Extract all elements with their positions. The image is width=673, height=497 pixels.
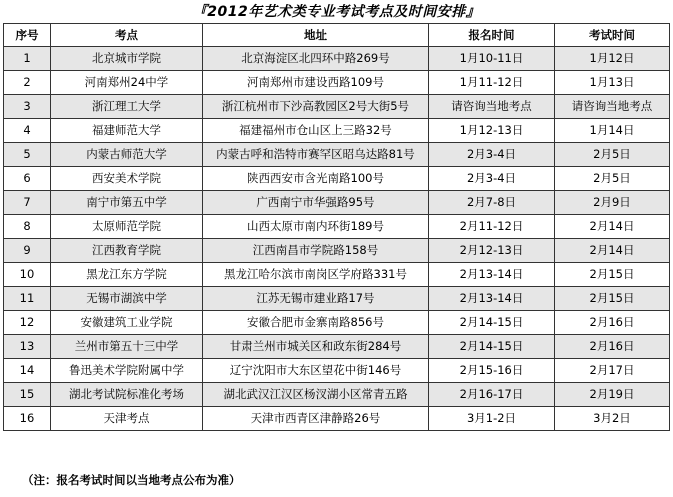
cell-site: 内蒙古师范大学 bbox=[51, 143, 203, 167]
cell-no: 10 bbox=[4, 263, 51, 287]
cell-no: 11 bbox=[4, 287, 51, 311]
cell-no: 13 bbox=[4, 335, 51, 359]
cell-exam-time: 2月16日 bbox=[555, 311, 670, 335]
table-row bbox=[4, 119, 670, 143]
cell-site: 湖北考试院标准化考场 bbox=[51, 383, 203, 407]
cell-address: 河南郑州市建设西路109号 bbox=[203, 71, 429, 95]
cell-exam-time: 2月9日 bbox=[555, 191, 670, 215]
cell-site: 无锡市湖滨中学 bbox=[51, 287, 203, 311]
cell-no: 3 bbox=[4, 95, 51, 119]
cell-no: 15 bbox=[4, 383, 51, 407]
cell-exam-time: 2月19日 bbox=[555, 383, 670, 407]
cell-no: 4 bbox=[4, 119, 51, 143]
header-exam-time: 考试时间 bbox=[555, 24, 670, 47]
cell-address: 内蒙古呼和浩特市赛罕区昭乌达路81号 bbox=[203, 143, 429, 167]
table-row bbox=[4, 407, 670, 431]
cell-exam-time: 1月13日 bbox=[555, 71, 670, 95]
cell-exam-time: 2月15日 bbox=[555, 263, 670, 287]
cell-exam-time: 1月14日 bbox=[555, 119, 670, 143]
cell-site: 北京城市学院 bbox=[51, 47, 203, 71]
cell-site: 河南郑州24中学 bbox=[51, 71, 203, 95]
cell-no: 14 bbox=[4, 359, 51, 383]
cell-address: 辽宁沈阳市大东区望花中街146号 bbox=[203, 359, 429, 383]
cell-exam-time: 1月12日 bbox=[555, 47, 670, 71]
cell-no: 16 bbox=[4, 407, 51, 431]
cell-exam-time: 2月17日 bbox=[555, 359, 670, 383]
cell-no: 5 bbox=[4, 143, 51, 167]
table-row bbox=[4, 287, 670, 311]
cell-address: 安徽合肥市金寨南路856号 bbox=[203, 311, 429, 335]
table-row bbox=[4, 359, 670, 383]
cell-site: 江西教育学院 bbox=[51, 239, 203, 263]
footnote: （注：报名考试时间以当地考点公布为准） bbox=[22, 473, 241, 487]
cell-site: 天津考点 bbox=[51, 407, 203, 431]
cell-exam-time: 2月14日 bbox=[555, 215, 670, 239]
cell-address: 江苏无锡市建业路17号 bbox=[203, 287, 429, 311]
table-row bbox=[4, 383, 670, 407]
table-row bbox=[4, 263, 670, 287]
table-row bbox=[4, 167, 670, 191]
cell-site: 西安美术学院 bbox=[51, 167, 203, 191]
cell-address: 湖北武汉江汉区杨汊湖小区常青五路 bbox=[203, 383, 429, 407]
cell-site: 太原师范学院 bbox=[51, 215, 203, 239]
cell-exam-time: 2月15日 bbox=[555, 287, 670, 311]
cell-site: 黑龙江东方学院 bbox=[51, 263, 203, 287]
cell-no: 2 bbox=[4, 71, 51, 95]
cell-site: 福建师范大学 bbox=[51, 119, 203, 143]
exam-schedule-table bbox=[3, 23, 670, 431]
cell-reg-time: 1月11-12日 bbox=[429, 71, 555, 95]
cell-site: 南宁市第五中学 bbox=[51, 191, 203, 215]
cell-no: 6 bbox=[4, 167, 51, 191]
cell-reg-time: 2月14-15日 bbox=[429, 335, 555, 359]
cell-address: 天津市西青区津静路26号 bbox=[203, 407, 429, 431]
table-row bbox=[4, 191, 670, 215]
cell-address: 北京海淀区北四环中路269号 bbox=[203, 47, 429, 71]
header-address: 地址 bbox=[203, 24, 429, 47]
cell-exam-time: 3月2日 bbox=[555, 407, 670, 431]
page-title: 『2012年艺术类专业考试考点及时间安排』 bbox=[192, 4, 481, 20]
cell-site: 兰州市第五十三中学 bbox=[51, 335, 203, 359]
cell-reg-time: 2月3-4日 bbox=[429, 167, 555, 191]
table-header-row bbox=[4, 24, 670, 47]
cell-reg-time: 3月1-2日 bbox=[429, 407, 555, 431]
cell-site: 安徽建筑工业学院 bbox=[51, 311, 203, 335]
table-row bbox=[4, 335, 670, 359]
table-row bbox=[4, 215, 670, 239]
cell-no: 9 bbox=[4, 239, 51, 263]
cell-reg-time: 2月15-16日 bbox=[429, 359, 555, 383]
cell-address: 江西南昌市学院路158号 bbox=[203, 239, 429, 263]
cell-exam-time: 2月5日 bbox=[555, 167, 670, 191]
cell-address: 甘肃兰州市城关区和政东街284号 bbox=[203, 335, 429, 359]
header-no: 序号 bbox=[4, 24, 51, 47]
header-reg-time: 报名时间 bbox=[429, 24, 555, 47]
cell-reg-time: 2月7-8日 bbox=[429, 191, 555, 215]
cell-address: 陕西西安市含光南路100号 bbox=[203, 167, 429, 191]
cell-address: 山西太原市南内环街189号 bbox=[203, 215, 429, 239]
cell-reg-time: 2月13-14日 bbox=[429, 287, 555, 311]
cell-exam-time: 2月14日 bbox=[555, 239, 670, 263]
cell-no: 12 bbox=[4, 311, 51, 335]
table-row bbox=[4, 71, 670, 95]
table-row bbox=[4, 239, 670, 263]
cell-exam-time: 2月16日 bbox=[555, 335, 670, 359]
cell-reg-time: 1月12-13日 bbox=[429, 119, 555, 143]
table-body bbox=[4, 47, 670, 431]
cell-site: 浙江理工大学 bbox=[51, 95, 203, 119]
cell-reg-time: 2月3-4日 bbox=[429, 143, 555, 167]
cell-address: 黑龙江哈尔滨市南岗区学府路331号 bbox=[203, 263, 429, 287]
table-row bbox=[4, 95, 670, 119]
cell-reg-time: 2月16-17日 bbox=[429, 383, 555, 407]
cell-reg-time: 2月12-13日 bbox=[429, 239, 555, 263]
cell-reg-time: 2月11-12日 bbox=[429, 215, 555, 239]
table-row bbox=[4, 143, 670, 167]
cell-no: 8 bbox=[4, 215, 51, 239]
cell-exam-time: 请咨询当地考点 bbox=[555, 95, 670, 119]
cell-address: 福建福州市仓山区上三路32号 bbox=[203, 119, 429, 143]
cell-site: 鲁迅美术学院附属中学 bbox=[51, 359, 203, 383]
header-site: 考点 bbox=[51, 24, 203, 47]
cell-reg-time: 请咨询当地考点 bbox=[429, 95, 555, 119]
cell-reg-time: 2月14-15日 bbox=[429, 311, 555, 335]
cell-address: 浙江杭州市下沙高教园区2号大街5号 bbox=[203, 95, 429, 119]
table-row bbox=[4, 47, 670, 71]
cell-exam-time: 2月5日 bbox=[555, 143, 670, 167]
cell-reg-time: 1月10-11日 bbox=[429, 47, 555, 71]
table-row bbox=[4, 311, 670, 335]
cell-reg-time: 2月13-14日 bbox=[429, 263, 555, 287]
cell-no: 1 bbox=[4, 47, 51, 71]
cell-address: 广西南宁市华强路95号 bbox=[203, 191, 429, 215]
cell-no: 7 bbox=[4, 191, 51, 215]
